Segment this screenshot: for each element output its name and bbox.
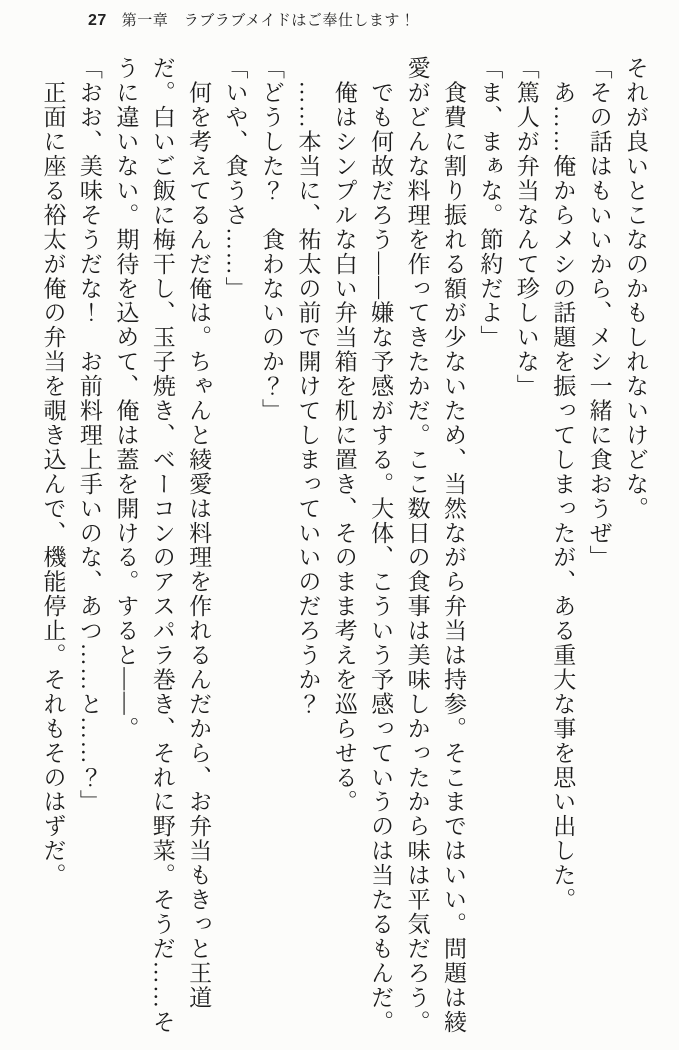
paragraph: でも何故だろう――嫌な予感がする。大体、こういう予感っていうのは当たるもんだ。 (368, 56, 394, 1034)
paragraph: 「ま、まぁな。節約だよ」 (477, 56, 503, 350)
paragraph: あ……俺からメシの話題を振ってしまったが、ある重大な事を思い出した。 (550, 56, 576, 912)
paragraph: 俺はシンプルな白い弁当箱を机に置き、そのまま考えを巡らせる。 (331, 56, 357, 814)
chapter-title: 第一章 ラブラブメイドはご奉仕します！ (121, 12, 416, 29)
novel-text-body (31, 56, 653, 1046)
page-number: 27 (88, 12, 107, 29)
paragraph: 「いや、食うさ……」 (222, 56, 248, 301)
paragraph: 食費に割り振れる額が少ないため、当然ながら弁当は持参。そこまではいい。問題は綾愛がどんな料理を作ってきたかだ。ここ数日の食事は美味しかったから味は平気だろう。 (404, 56, 466, 1034)
running-header (88, 9, 415, 30)
paragraph: 「おお、美味そうだな！ お前料理上手いのな、あつ……と……？」 (76, 56, 102, 814)
paragraph: 正面に座る裕太が俺の弁当を覗き込んで、機能停止。それもそのはずだ。 (40, 56, 66, 888)
paragraph: それが良いとこなのかもしれないけどな。 (623, 56, 648, 521)
paragraph: 何を考えてるんだ俺は。ちゃんと綾愛は料理を作れるんだから、お弁当もきっと王道だ。白いご飯に梅干し、玉子焼き、ベーコンのアスパラ巻き、それに野菜。そうだ……そうに違いない。期待を込めて、俺は蓋を開ける。すると――。 (113, 56, 212, 1034)
paragraph: 「その話はもいいから、メシ一緒に食おうぜ」 (586, 56, 612, 570)
paragraph: 「篤人が弁当なんて珍しいな」 (513, 56, 539, 399)
paragraph: 「どうした？ 食わないのか？」 (258, 56, 284, 423)
paragraph: ……本当に、祐太の前で開けてしまっていいのだろうか？ (295, 56, 321, 717)
